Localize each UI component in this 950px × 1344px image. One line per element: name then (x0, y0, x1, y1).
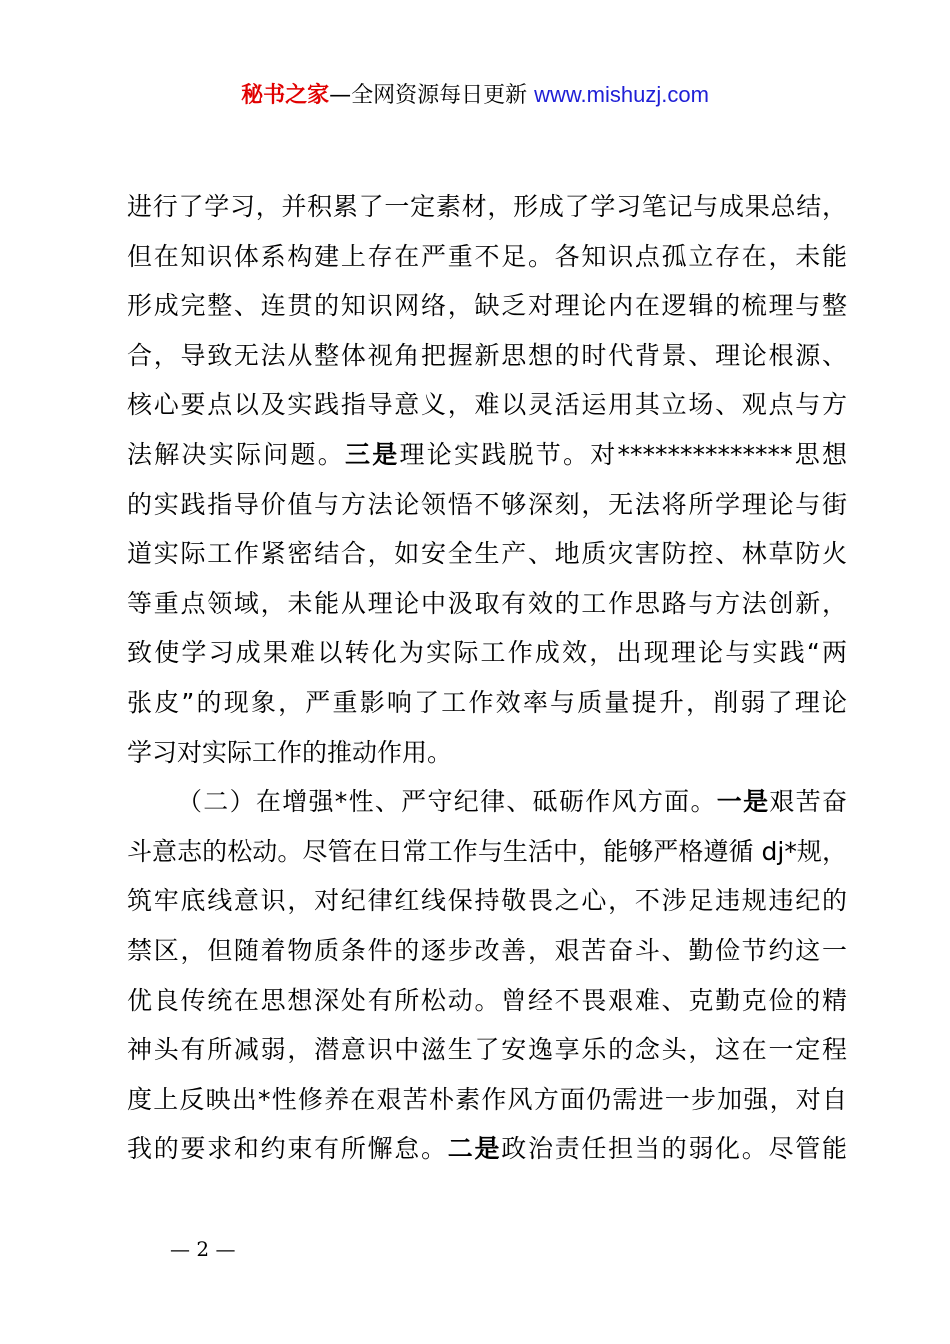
body-line: 核心要点以及实践指导意义，难以灵活运用其立场、观点与方 (127, 390, 847, 420)
body-line: 形成完整、连贯的知识网络，缺乏对理论内在逻辑的梳理与整 (127, 291, 847, 321)
page-number: — 2 — (170, 1237, 236, 1261)
body-line: 进行了学习，并积累了一定素材，形成了学习笔记与成果总结， (127, 192, 847, 221)
body-line: 致使学习成果难以转化为实际工作成效，出现理论与实践“两 (127, 638, 847, 668)
document-body (127, 182, 847, 1174)
site-brand: 秘书之家 (241, 83, 330, 108)
line-text: （二）在增强*性、严守纪律、砥砺作风方面。 (177, 787, 717, 817)
body-line: 合，导致无法从整体视角把握新思想的时代背景、理论根源、 (127, 340, 847, 370)
emphasis-text: 二是 (447, 1134, 502, 1164)
body-line: 等重点领域，未能从理论中汲取有效的工作思路与方法创新， (127, 588, 847, 618)
line-text: 艰苦奋 (769, 787, 847, 817)
body-line: 神头有所减弱，潜意识中滋生了安逸享乐的念头，这在一定程 (127, 1035, 847, 1065)
site-slogan: —全网资源每日更新 (329, 83, 528, 108)
line-text: 我的要求和约束有所懈怠。 (127, 1134, 448, 1164)
body-line: 学习对实际工作的推动作用。 (127, 737, 453, 767)
body-line: 斗意志的松动。尽管在日常工作与生活中，能够严格遵循 dj*规， (127, 836, 847, 866)
body-line: 优良传统在思想深处有所松动。曾经不畏艰难、克勤克俭的精 (127, 985, 847, 1015)
body-line: 筑牢底线意识，对纪律红线保持敬畏之心，不涉足违规违纪的 (127, 886, 847, 916)
body-line: 但在知识体系构建上存在严重不足。各知识点孤立存在，未能 (127, 241, 847, 271)
emphasis-text: 一是 (716, 787, 770, 817)
line-text: 法解决实际问题。 (127, 439, 345, 469)
body-line: 张皮”的现象，严重影响了工作效率与质量提升，削弱了理论 (127, 687, 847, 717)
body-line-with-emphasis (127, 1124, 847, 1174)
line-text: 政治责任担当的弱化。尽管能 (501, 1134, 847, 1164)
page-header (0, 80, 950, 111)
section-heading-line (127, 777, 847, 827)
line-text: 理论实践脱节。对**************思想 (399, 439, 847, 469)
body-line: 禁区，但随着物质条件的逐步改善，艰苦奋斗、勤俭节约这一 (127, 935, 847, 965)
body-line-with-emphasis (127, 430, 847, 480)
body-line: 道实际工作紧密结合，如安全生产、地质灾害防控、林草防火 (127, 539, 847, 569)
site-url-link[interactable]: www.mishuzj.com (534, 82, 709, 107)
body-line: 的实践指导价值与方法论领悟不够深刻，无法将所学理论与街 (127, 489, 847, 519)
emphasis-text: 三是 (344, 439, 400, 469)
body-line: 度上反映出*性修养在艰苦朴素作风方面仍需进一步加强，对自 (127, 1084, 847, 1114)
